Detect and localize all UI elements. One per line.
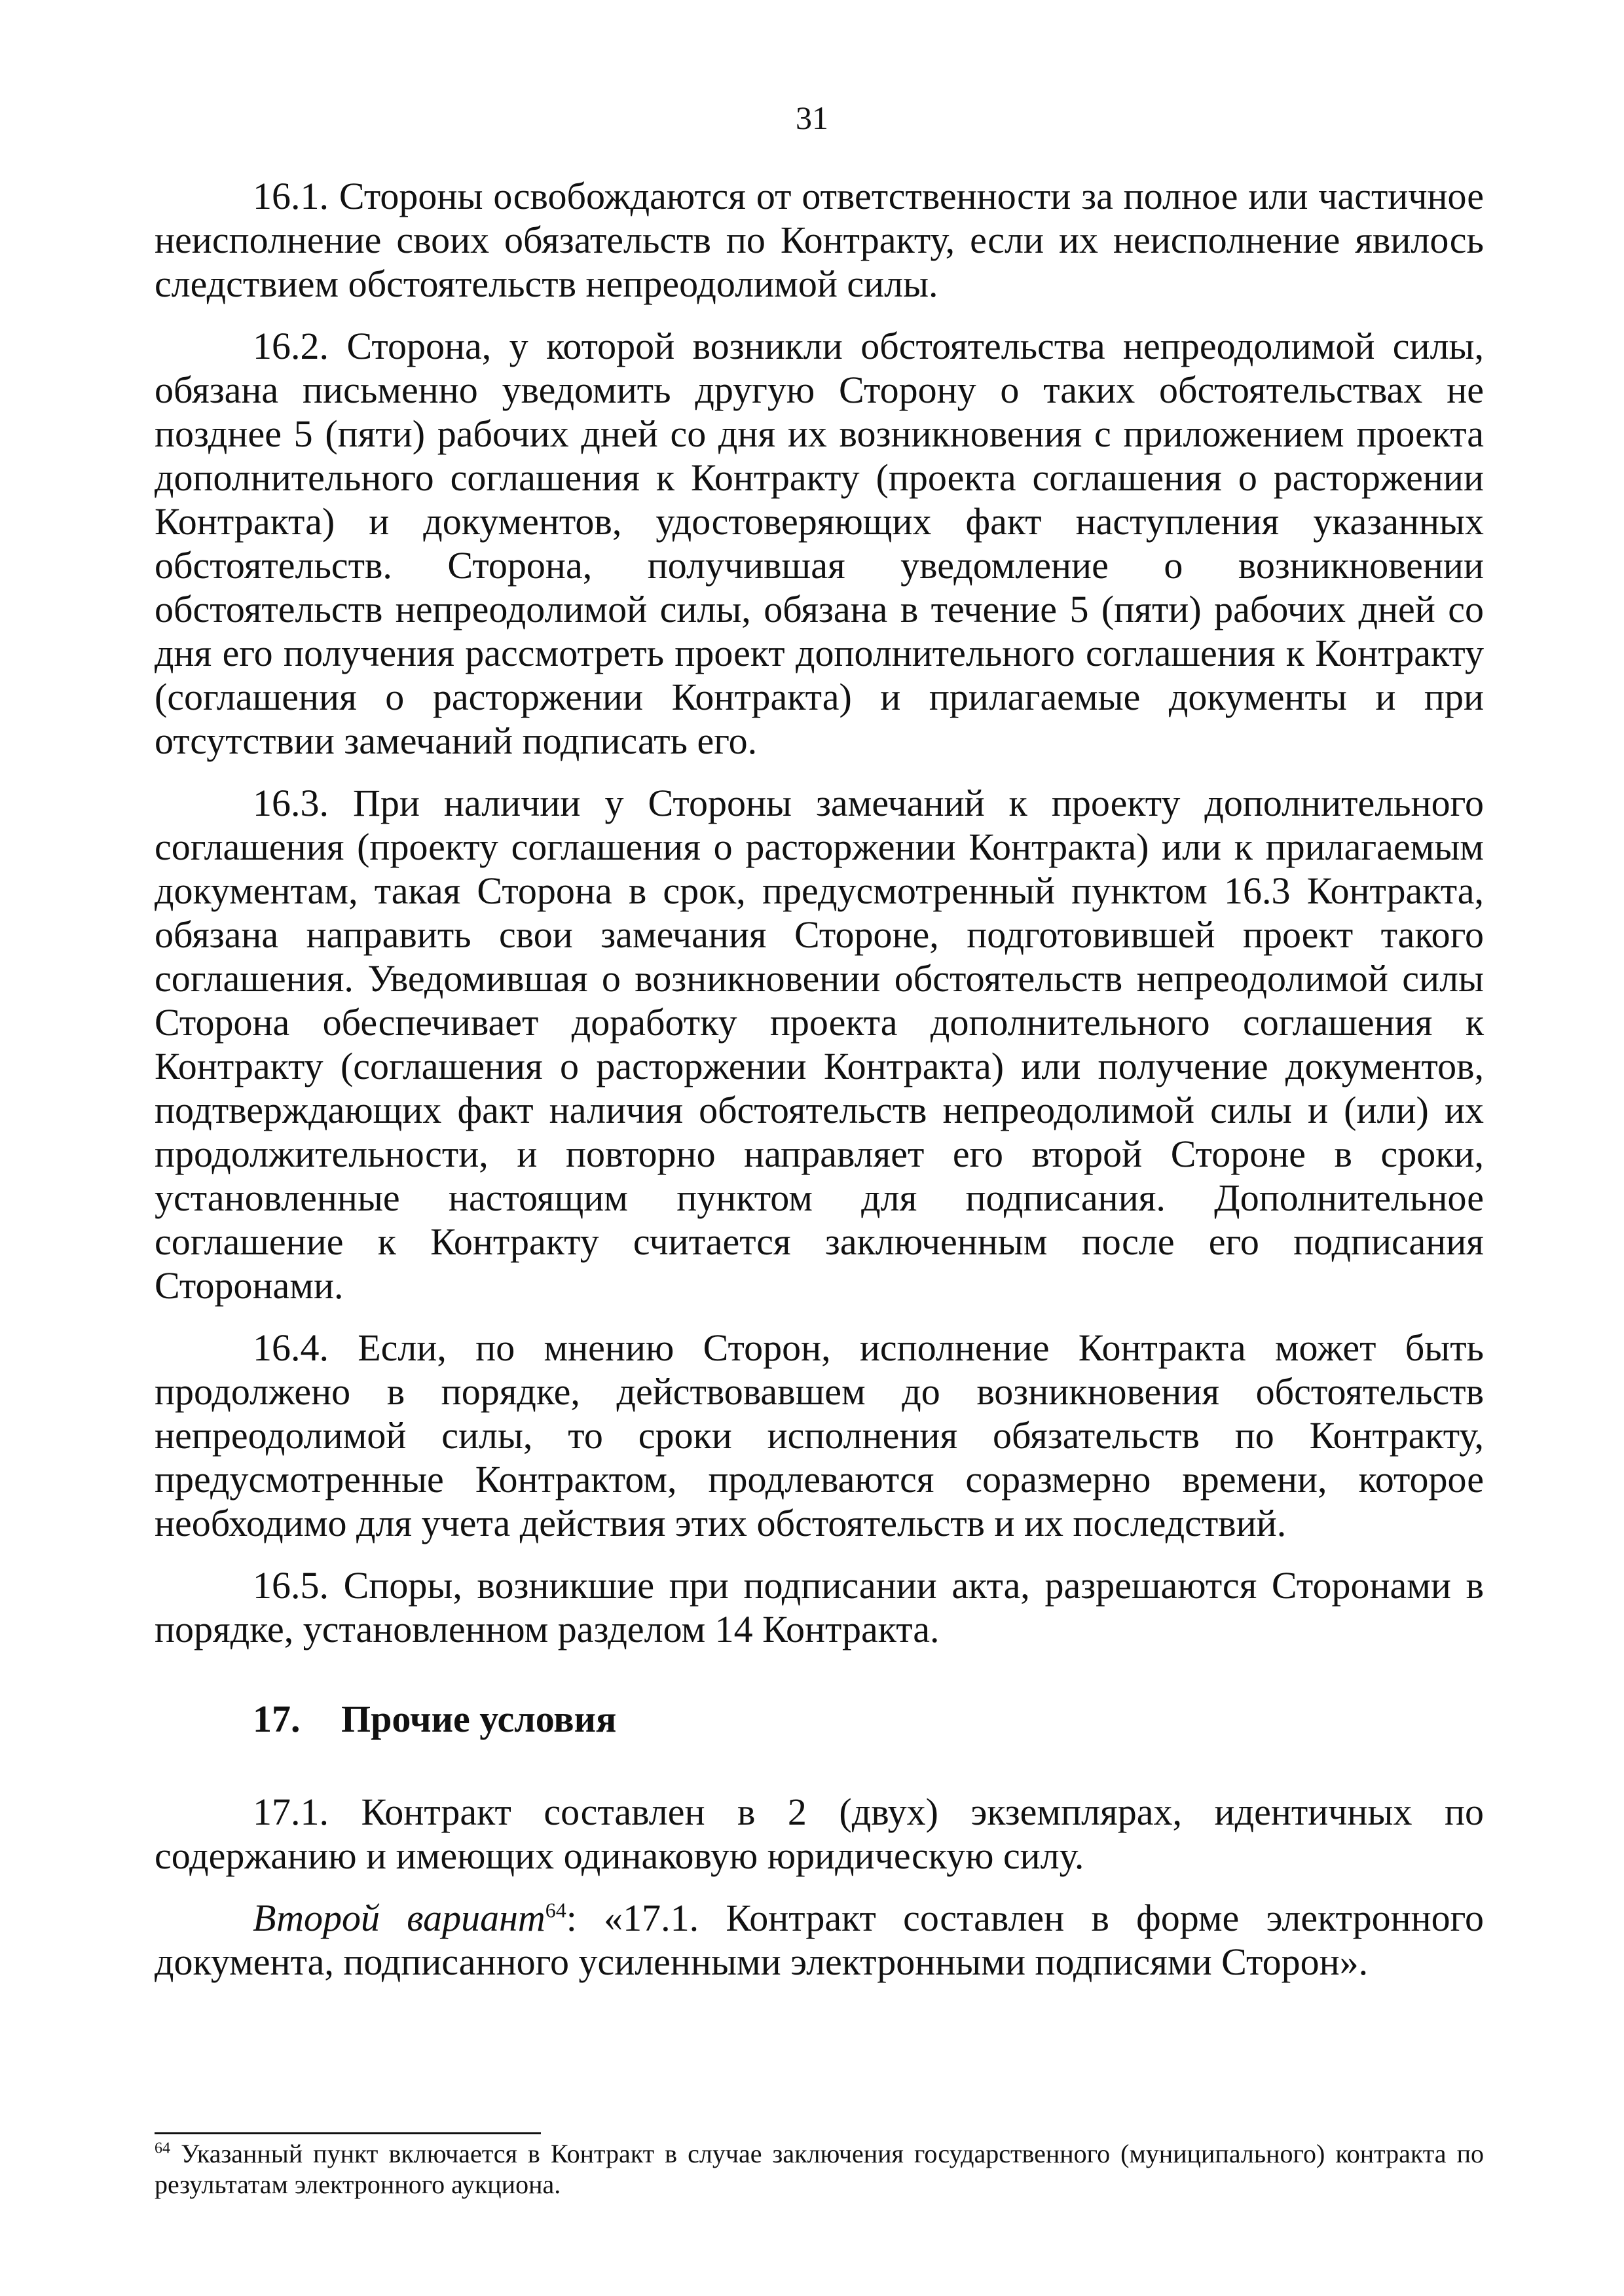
section-title: Прочие условия	[341, 1698, 617, 1740]
paragraph-16-2: 16.2. Сторона, у которой возникли обстоятельства непреодолимой силы, обязана письменно уведомить другую Сторону о таких обстоятельствах не позднее 5 (пяти) рабочих дней со дня их возникновения с приложением проекта дополнительного соглашения к Контракту (проекта соглашения о расторжении Контракта) и документов, удостоверяющих факт наступления указанных обстоятельств. Сторона, получившая уведомление о возникновении обстоятельств непреодолимой силы, обязана в течение 5 (пяти) рабочих дней со дня его получения рассмотреть проект дополнительного соглашения к Контракту (соглашения о расторжении Контракта) и прилагаемые документы и при отсутствии замечаний подписать его.	[155, 325, 1484, 762]
page-number: 31	[796, 100, 828, 136]
footnote-marker: 64	[155, 2140, 170, 2157]
variant-label: Второй вариант	[253, 1897, 545, 1939]
footnote	[155, 2138, 1484, 2200]
section-number: 17.	[253, 1698, 301, 1740]
footnote-separator	[155, 2132, 541, 2134]
document-body	[155, 174, 1484, 1984]
paragraph-16-3: 16.3. При наличии у Стороны замечаний к проекту дополнительного соглашения (проекту соглашения о расторжении Контракта) или к прилагаемым документам, такая Сторона в срок, предусмотренный пунктом 16.3 Контракта, обязана направить свои замечания Стороне, подготовившей проект такого соглашения. Уведомившая о возникновении обстоятельств непреодолимой силы Сторона обеспечивает доработку проекта дополнительного соглашения к Контракту (соглашения о расторжении Контракта) или получение документов, подтверждающих факт наличия обстоятельств непреодолимой силы и (или) их продолжительности, и повторно направляет его второй Стороне в сроки, установленные настоящим пунктом для подписания. Дополнительное соглашение к Контракту считается заключенным после его подписания Сторонами.	[155, 782, 1484, 1307]
paragraph-17-1-variant	[155, 1896, 1484, 1984]
variant-text: : «17.1. Контракт составлен в форме электронного документа, подписанного усиленными электронными подписями Сторон».	[155, 1897, 1484, 1983]
paragraph-16-4: 16.4. Если, по мнению Сторон, исполнение Контракта может быть продолжено в порядке, действовавшем до возникновения обстоятельств непреодолимой силы, то сроки исполнения обязательств по Контракту, предусмотренные Контрактом, продлеваются соразмерно времени, которое необходимо для учета действия этих обстоятельств и их последствий.	[155, 1326, 1484, 1544]
paragraph-16-5: 16.5. Споры, возникшие при подписании акта, разрешаются Сторонами в порядке, установленном разделом 14 Контракта.	[155, 1564, 1484, 1650]
paragraph-16-1: 16.1. Стороны освобождаются от ответственности за полное или частичное неисполнение своих обязательств по Контракту, если их неисполнение явилось следствием обстоятельств непреодолимой силы.	[155, 175, 1484, 305]
section-heading-17	[253, 1697, 1484, 1741]
footnote-reference[interactable]: 64	[545, 1898, 566, 1922]
paragraph-17-1: 17.1. Контракт составлен в 2 (двух) экземплярах, идентичных по содержанию и имеющих одинаковую юридическую силу.	[155, 1791, 1484, 1877]
footnote-text: Указанный пункт включается в Контракт в случае заключения государственного (муниципального) контракта по результатам электронного аукциона.	[155, 2139, 1484, 2199]
